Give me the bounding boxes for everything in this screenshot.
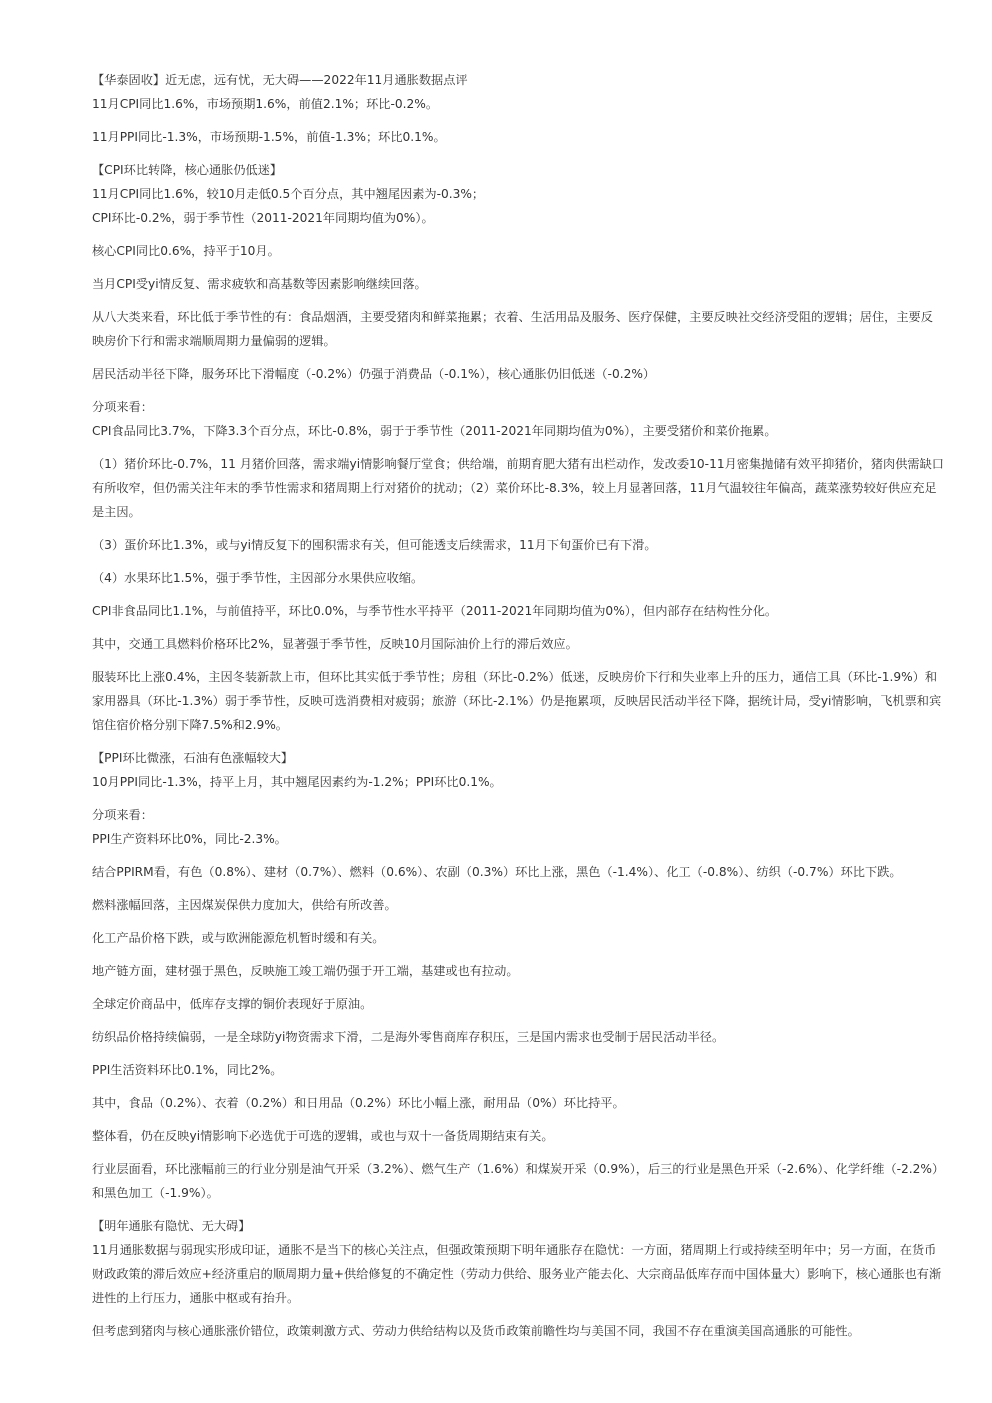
paragraph: （4）水果环比1.5%，强于季节性，主因部分水果供应收缩。 — [92, 571, 424, 585]
outlook-section-heading: 【明年通胀有隐忧、无大碍】 — [92, 1219, 251, 1233]
paragraph-text: 从八大类来看，环比低于季节性的有：食品烟酒，主要受猪肉和鲜菜拖累；衣着、生活用品及服务、医疗保健，主要反映社交经济受阻的逻辑；居住，主要反映房价下行和需求端顺周期力量偏弱的逻辑。 — [92, 310, 933, 348]
ppi-summary: 11月PPI同比-1.3%，市场预期-1.5%，前值-1.3%；环比0.1%。 — [92, 130, 446, 144]
paragraph: （3）蛋价环比1.3%，或与yi情反复下的囤积需求有关，但可能透支后续需求，11月下旬蛋价已有下滑。 — [92, 538, 657, 552]
ppi-section-head — [92, 746, 944, 794]
paragraph: 地产链方面，建材强于黑色，反映施工竣工端仍强于开工端，基建或也有拉动。 — [92, 964, 519, 978]
paragraph-text: 结合PPIRM看，有色（0.8%）、建材（0.7%）、燃料（0.6%）、农副（0.3%）环比上涨，黑色（-1.4%）、化工（-0.8%）、纺织（-0.7%）环比下跌。 — [92, 865, 902, 879]
cpi-food-line: CPI食品同比3.7%，下降3.3个百分点，环比-0.8%，弱于于季节性（2011-2021年同期均值为0%），主要受猪价和菜价拖累。 — [92, 424, 777, 438]
paragraph: PPI生活资料环比0.1%，同比2%。 — [92, 1063, 283, 1077]
paragraph — [92, 452, 944, 524]
paragraph: 化工产品价格下跌，或与欧洲能源危机暂时缓和有关。 — [92, 931, 385, 945]
breakdown-label: 分项来看： — [92, 400, 153, 414]
intro-block — [92, 68, 944, 116]
cpi-section-heading: 【CPI环比转降，核心通胀仍低迷】 — [92, 163, 283, 177]
paragraph: 居民活动半径下降，服务环比下滑幅度（-0.2%）仍强于消费品（-0.1%），核心通胀仍旧低迷（-0.2%） — [92, 367, 656, 381]
cpi-summary: 11月CPI同比1.6%，市场预期1.6%，前值2.1%；环比-0.2%。 — [92, 97, 439, 111]
article — [92, 68, 944, 1352]
paragraph — [92, 665, 944, 737]
paragraph: 其中，交通工具燃料价格环比2%，显著强于季节性，反映10月国际油价上行的滞后效应。 — [92, 637, 578, 651]
paragraph-text: （1）猪价环比-0.7%，11 月猪价回落，需求端yi情影响餐厅堂食；供给端，前期育肥大猪有出栏动作，发改委10-11月密集抛储有效平抑猪价，猪肉供需缺口有所收窄，但仍需关注年末的季节性需求和猪周期上行对猪价的扰动；（2）菜价环比-8.3%，较上月显著回落，11月气温较往年偏高，蔬菜涨势较好供应充足是主因。 — [92, 457, 944, 519]
paragraph — [92, 305, 944, 353]
ppi-section-heading: 【PPI环比微涨，石油有色涨幅较大】 — [92, 751, 294, 765]
paragraph — [92, 860, 944, 884]
ppi-producer-line: PPI生产资料环比0%，同比-2.3%。 — [92, 832, 287, 846]
paragraph: 11月通胀数据与弱现实形成印证，通胀不是当下的核心关注点，但强政策预期下明年通胀存在隐忧：一方面，猪周期上行或持续至明年中；另一方面，在货币财政政策的滞后效应+经济重启的顺周期力量+供给修复的不确定性（劳动力供给、服务业产能去化、大宗商品低库存而中国体量大）影响下，核心通胀也有渐进性的上行压力，通胀中枢或有抬升。 — [92, 1243, 942, 1305]
paragraph: 当月CPI受yi情反复、需求疲软和高基数等因素影响继续回落。 — [92, 277, 427, 291]
outlook-section-head — [92, 1214, 944, 1310]
cpi-section-head — [92, 158, 944, 230]
cpi-yoy-line: 11月CPI同比1.6%，较10月走低0.5个百分点，其中翘尾因素为-0.3%； — [92, 187, 485, 201]
paragraph: 整体看，仍在反映yi情影响下必选优于可选的逻辑，或也与双十一备货周期结束有关。 — [92, 1129, 554, 1143]
paragraph: 全球定价商品中，低库存支撑的铜价表现好于原油。 — [92, 997, 373, 1011]
paragraph: CPI非食品同比1.1%，与前值持平，环比0.0%，与季节性水平持平（2011-2021年同期均值为0%），但内部存在结构性分化。 — [92, 604, 778, 618]
cpi-breakdown-head — [92, 395, 944, 443]
ppi-breakdown-head — [92, 803, 944, 851]
ppi-yoy-line: 10月PPI同比-1.3%，持平上月，其中翘尾因素约为-1.2%；PPI环比0.1%。 — [92, 775, 502, 789]
paragraph-text: 服装环比上涨0.4%，主因冬装新款上市，但环比其实低于季节性；房租（环比-0.2%）低迷，反映房价下行和失业率上升的压力，通信工具（环比-1.9%）和家用器具（环比-1.3%）弱于季节性，反映可选消费相对疲弱；旅游（环比-2.1%）仍是拖累项，反映居民活动半径下降，据统计局，受yi情影响，飞机票和宾馆住宿价格分别下降7.5%和2.9%。 — [92, 670, 942, 732]
paragraph: 纺织品价格持续偏弱，一是全球防yi物资需求下滑，二是海外零售商库存积压，三是国内需求也受制于居民活动半径。 — [92, 1030, 725, 1044]
breakdown-label: 分项来看： — [92, 808, 153, 822]
paragraph: 但考虑到猪肉与核心通胀涨价错位，政策刺激方式、劳动力供给结构以及货币政策前瞻性均与美国不同，我国不存在重演美国高通胀的可能性。 — [92, 1324, 860, 1338]
paragraph: 燃料涨幅回落，主因煤炭保供力度加大，供给有所改善。 — [92, 898, 397, 912]
article-title: 【华泰固收】近无虑，远有忧，无大碍——2022年11月通胀数据点评 — [92, 73, 468, 87]
paragraph-text: 行业层面看，环比涨幅前三的行业分别是油气开采（3.2%）、燃气生产（1.6%）和煤炭开采（0.9%），后三的行业是黑色开采（-2.6%）、化学纤维（-2.2%）和黑色加工（-1.9%）。 — [92, 1162, 939, 1200]
paragraph: 其中，食品（0.2%）、衣着（0.2%）和日用品（0.2%）环比小幅上涨，耐用品（0%）环比持平。 — [92, 1096, 625, 1110]
paragraph — [92, 1157, 944, 1205]
paragraph: 核心CPI同比0.6%，持平于10月。 — [92, 244, 280, 258]
cpi-mom-line: CPI环比-0.2%，弱于季节性（2011-2021年同期均值为0%）。 — [92, 211, 434, 225]
